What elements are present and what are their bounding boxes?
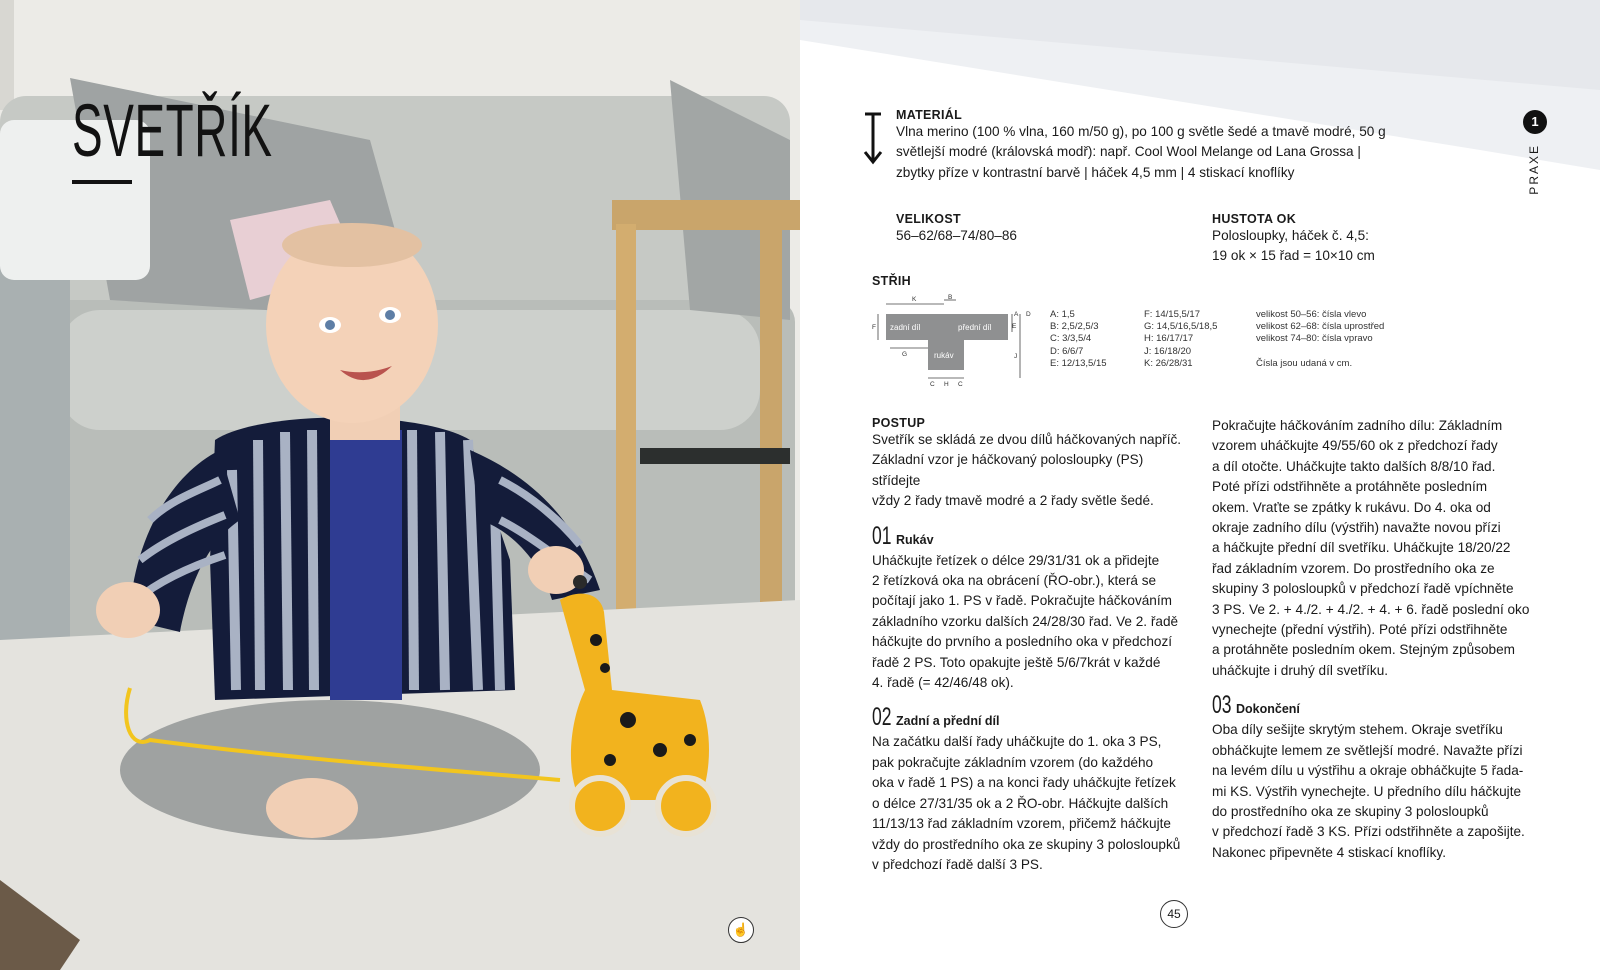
text-line: do prostředního oka ze skupiny 3 polosloupků (1212, 803, 1489, 819)
chapter-tab (1522, 110, 1548, 195)
measurements-legend-2 (1144, 309, 1217, 370)
text-line: na levém dílu u výstřihu a okraje obháčkujte 5 řada- (1212, 763, 1524, 779)
gauge-line: 19 ok × 15 řad = 10×10 cm (1212, 248, 1375, 264)
schematic-letter-b: B (948, 294, 953, 301)
text-line: okem. Vraťte se zpátky k rukávu. Do 4. oka od (1212, 499, 1491, 515)
material-heading: MATERIÁL (896, 108, 963, 122)
procedure-column-2 (1212, 416, 1530, 863)
size-value: 56–62/68–74/80–86 (896, 228, 1017, 243)
text-line: vždy do prostředního oka ze skupiny 3 polosloupků (872, 836, 1181, 852)
legend-entry: velikost 50–56: čísla vlevo (1256, 309, 1367, 320)
material-line: Vlna merino (100 % vlna, 160 m/50 g), po 100 g světle šedé a tmavě modré, 50 g (896, 124, 1386, 139)
legend-entry: velikost 62–68: čísla uprostřed (1256, 321, 1385, 333)
text-line: a díl otočte. Uháčkujte takto dalších 8/8/10 řad. (1212, 458, 1496, 474)
legend-entry: G: 14,5/16,5/18,5 (1144, 321, 1218, 333)
text-line: Poté přízi odstřihněte a protáhněte posledním (1212, 479, 1488, 495)
text-line: pak pokračujte základním vzorem (do každého (872, 754, 1154, 770)
title-underline (72, 180, 132, 184)
measurements-legend-1 (1050, 309, 1107, 370)
legend-entry: Čísla jsou udaná v cm. (1256, 357, 1353, 369)
material-line: světlejší modré (královská modř): např. Cool Wool Melange od Lana Grossa | (896, 144, 1361, 160)
text-line: 3 PS. Ve 2. + 4./2. + 4./2. + 4. + 6. řadě poslední oko (1212, 601, 1530, 617)
text-line: Na začátku další řady uháčkujte do 1. oka 3 PS, (872, 734, 1162, 750)
text-line: Nakonec připevněte 4 stiskací knoflíky. (1212, 844, 1446, 860)
procedure-continued (1212, 416, 1530, 681)
text-line: uháčkujte i druhý díl svetříku. (1212, 662, 1389, 678)
text-line: vynechejte (přední výstřih). Poté přízi odstřihněte (1212, 622, 1508, 638)
pattern-title: SVETŘÍK (72, 89, 273, 172)
step-number: 01 (872, 521, 892, 550)
text-line: Oba díly sešijte skrytým stehem. Okraje svetříku (1212, 722, 1503, 738)
schematic-letter-h: H (944, 381, 949, 388)
text-line: řad základním vzorem. Do prostředního oka ze (1212, 560, 1495, 576)
legend-entry: H: 16/17/17 (1144, 333, 1194, 345)
gauge-section (1212, 212, 1375, 267)
text-line: o délce 27/31/35 ok a 2 ŘO-obr. Háčkujte dalších (872, 795, 1169, 811)
legend-entry: A: 1,5 (1050, 309, 1075, 320)
text-line: řadě 2 PS. Toto opakujte ještě 5/6/7krát v každé (872, 654, 1161, 670)
step-3-text (1212, 720, 1530, 863)
schematic-label-sleeve: rukáv (934, 351, 954, 360)
text-line: vždy 2 řady tmavě modré a 2 řady světle šedé. (872, 493, 1154, 509)
step-title: Rukáv (896, 532, 934, 547)
text-line: Pokračujte háčkováním zadního dílu: Základním (1212, 418, 1503, 433)
text-line: 4. řadě (= 42/46/48 ok). (872, 675, 1014, 691)
legend-entry: K: 26/28/31 (1144, 357, 1193, 369)
text-line: základního vzorku dalších 24/28/30 řad. Ve 2. řadě (872, 613, 1179, 629)
chapter-number: 1 (1523, 110, 1547, 134)
chapter-name: PRAXE (1527, 144, 1541, 195)
text-line: Základní vzor je háčkovaný polosloupky (PS) střídejte (872, 452, 1144, 488)
instructions-page (800, 0, 1600, 970)
step-1-text (872, 551, 1184, 694)
schematic-letter-c2: C (958, 381, 963, 388)
text-line: v předchozí řadě další 3 PS. (872, 856, 1043, 872)
gauge-heading: HUSTOTA OK (1212, 212, 1297, 226)
size-key-legend (1256, 309, 1384, 370)
schematic-label-front: přední díl (958, 323, 992, 332)
text-line: 11/13/13 řad základním vzorem, přičemž háčkujte (872, 816, 1171, 832)
legend-entry: D: 6/6/7 (1050, 345, 1084, 357)
schematic-letter-g: G (902, 351, 908, 358)
legend-entry: B: 2,5/2,5/3 (1050, 321, 1099, 333)
material-line: zbytky příze v kontrastní barvě | háček 4,5 mm | 4 stiskací knoflíky (896, 164, 1295, 180)
schematic-letter-e: E (1012, 323, 1017, 330)
material-text (896, 122, 1456, 183)
schematic-letter-c: C (930, 381, 935, 388)
text-line: 2 řetízková oka na obrácení (ŘO-obr.), která se (872, 573, 1157, 589)
material-section (896, 108, 1456, 183)
legend-entry: velikost 74–80: čísla vpravo (1256, 333, 1373, 345)
step-number: 02 (872, 703, 892, 732)
step-number: 03 (1212, 691, 1232, 720)
size-heading: VELIKOST (896, 212, 961, 226)
gauge-line: Polosloupky, háček č. 4,5: (1212, 228, 1369, 243)
text-line: v předchozí řadě 3 KS. Přízi odstřihněte a zapošijte. (1212, 824, 1525, 840)
text-line: mi KS. Výstřih vynechejte. U předního dílu háčkujte (1212, 783, 1522, 799)
sweater-schematic (872, 292, 1042, 392)
step-2-heading (872, 703, 1184, 732)
schematic-letter-j: J (1014, 353, 1018, 360)
legend-entry: E: 12/13,5/15 (1050, 357, 1107, 369)
step-1-heading (872, 522, 1184, 551)
text-line: a protáhněte posledním okem. Stejným způsobem (1212, 642, 1516, 658)
text-line: obháčkujte lemem ze světlejší modré. Navažte přízi (1212, 742, 1523, 758)
text-line: vzorem uháčkujte 49/55/60 ok z předchozí řady (1212, 438, 1498, 454)
text-line: a háčkujte přední díl svetříku. Uháčkujte 18/20/22 (1212, 540, 1511, 556)
text-line: Svetřík se skládá ze dvou dílů háčkovaných napříč. (872, 432, 1182, 447)
procedure-intro (872, 430, 1184, 512)
text-line: skupiny 3 polosloupků v předchozí řadě vpíchněte (1212, 581, 1514, 597)
legend-entry: F: 14/15,5/17 (1144, 309, 1200, 320)
text-line: háčkujte do prvního a posledního oka v předchozí (872, 634, 1173, 650)
schematic-letter-a: A (1014, 311, 1019, 318)
schematic-label-back: zadní díl (890, 323, 921, 332)
step-title: Zadní a přední díl (896, 714, 1000, 729)
procedure-column-1 (872, 416, 1184, 875)
schematic-letter-f: F (872, 324, 876, 331)
text-line: okraje zadního dílu (výstřih) navažte novou přízi (1212, 520, 1501, 536)
down-arrow-icon (862, 112, 884, 166)
text-line: oka v řadě 1 PS) a na konci řady uháčkujte řetízek (872, 775, 1176, 791)
step-2-text (872, 732, 1184, 875)
legend-entry: J: 16/18/20 (1144, 345, 1192, 357)
legend-spacer (1256, 346, 1384, 358)
hand-pointer-icon: ☝ (728, 917, 754, 943)
pattern-heading: STŘIH (872, 274, 911, 288)
step-3-heading (1212, 691, 1530, 720)
text-line: počítají jako 1. PS v řadě. Pokračujte háčkováním (872, 593, 1172, 609)
page-number: 45 (1160, 900, 1188, 928)
schematic-letter-d: D (1026, 311, 1031, 318)
size-section (896, 212, 1017, 246)
text-line: Uháčkujte řetízek o délce 29/31/31 ok a přidejte (872, 552, 1160, 568)
schematic-letter-k: K (912, 296, 917, 303)
legend-entry: C: 3/3,5/4 (1050, 333, 1092, 345)
procedure-heading: POSTUP (872, 416, 926, 430)
step-title: Dokončení (1236, 702, 1300, 717)
